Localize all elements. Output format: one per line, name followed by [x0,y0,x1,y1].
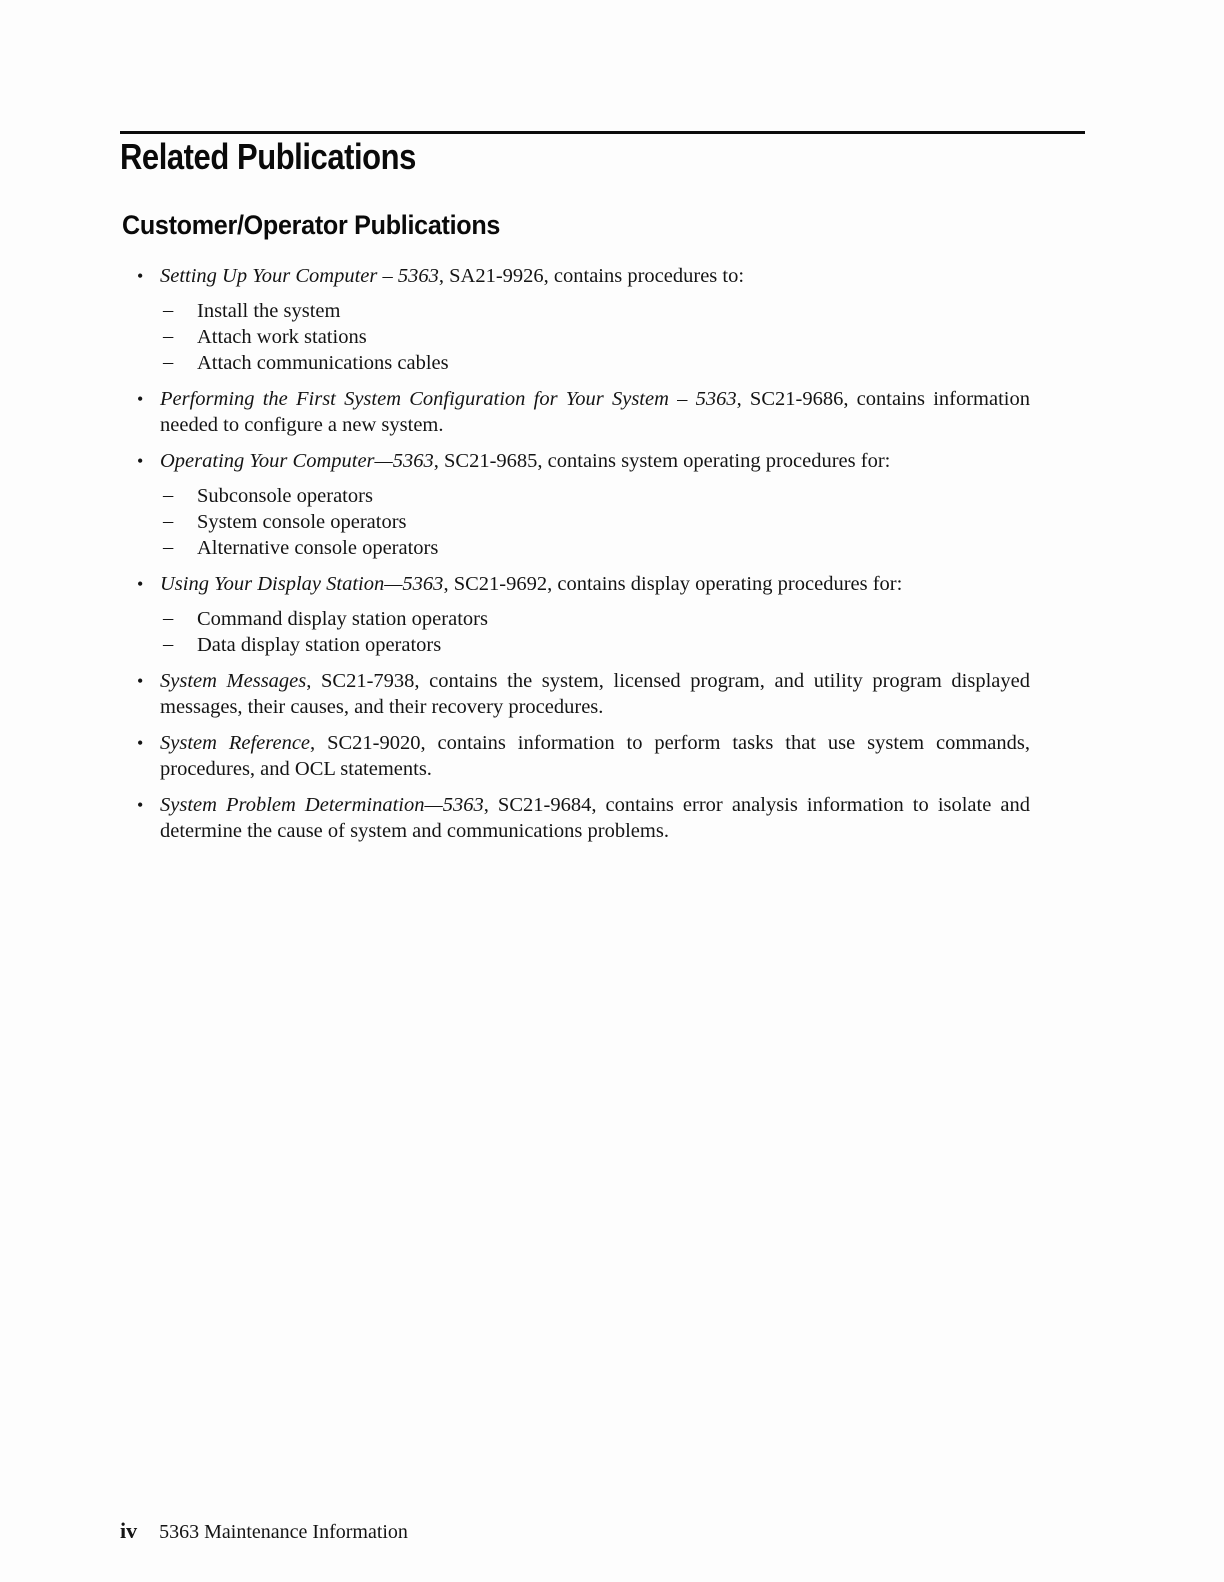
sub-item-list [160,298,1030,376]
sub-item [160,350,1030,376]
page-title: Related Publications [120,136,416,177]
bullet-icon: • [137,451,144,471]
publication-text [160,730,1030,782]
dash-icon: – [163,299,174,321]
publication-text [160,792,1030,844]
sub-item-label: Alternative console operators [197,537,439,559]
sub-item-label: Command display station operators [197,608,488,630]
dash-icon: – [163,325,174,347]
publication-title: Performing the First System Configuration for Your System – 5363 [160,388,737,410]
publication-item-problem-determination [120,792,1030,844]
publication-details: , SA21-9926, contains procedures to: [438,265,745,287]
bullet-icon: • [137,266,144,286]
publication-item-system-reference [120,730,1030,782]
page-footer [120,1519,408,1544]
bullet-icon: • [137,389,144,409]
publication-title: System Problem Determination—5363 [160,794,484,816]
publication-item-first-config [120,386,1030,438]
page-number: iv [120,1518,138,1543]
publication-text [160,448,1030,474]
publication-item-setting-up [120,263,1030,376]
publication-details: , SC21-9020, contains information to perform tasks that use system commands, procedures, and OCL statements. [160,732,1030,780]
dash-icon: – [163,351,174,373]
publication-list [120,263,1224,844]
publication-title: Setting Up Your Computer – 5363 [160,265,439,287]
dash-icon: – [163,536,174,558]
sub-item [160,632,1030,658]
publication-title: System Reference [160,732,311,754]
bullet-icon: • [137,574,144,594]
publication-details: , SC21-9686, contains information needed to configure a new system. [160,388,1030,436]
publication-text [160,386,1030,438]
heading-rule [120,131,1085,134]
publication-item-display-station [120,571,1030,658]
sub-item [160,509,1030,535]
sub-item-label: Attach communications cables [197,352,449,374]
sub-item [160,483,1030,509]
sub-item-label: Subconsole operators [197,485,373,507]
dash-icon: – [163,510,174,532]
footer-text: 5363 Maintenance Information [159,1521,408,1543]
publication-item-system-messages [120,668,1030,720]
bullet-icon: • [137,733,144,753]
publication-text [160,571,1030,597]
bullet-icon: • [137,671,144,691]
publication-text [160,668,1030,720]
sub-item-label: Data display station operators [197,634,442,656]
publication-item-operating [120,448,1030,561]
sub-item-label: System console operators [197,511,407,533]
publication-title: Operating Your Computer—5363 [160,450,434,472]
publication-details: , SC21-9685, contains system operating procedures for: [433,450,891,472]
publication-text [160,263,1030,289]
sub-item [160,298,1030,324]
publication-details: , SC21-9684, contains error analysis information to isolate and determine the cause of system and communications problems. [160,794,1031,842]
dash-icon: – [163,633,174,655]
sub-item [160,606,1030,632]
sub-item-list [160,483,1030,561]
dash-icon: – [163,484,174,506]
sub-item-list [160,606,1030,658]
sub-item-label: Install the system [197,300,341,322]
publication-title: Using Your Display Station—5363 [160,573,444,595]
dash-icon: – [163,607,174,629]
sub-item-label: Attach work stations [197,326,367,348]
publication-details: , SC21-7938, contains the system, licensed program, and utility program displayed messages, their causes, and their recovery procedures. [160,670,1030,718]
sub-item [160,324,1030,350]
section-heading: Customer/Operator Publications [122,210,501,240]
publication-title: System Messages [160,670,307,692]
sub-item [160,535,1030,561]
publication-details: , SC21-9692, contains display operating procedures for: [443,573,903,595]
bullet-icon: • [137,795,144,815]
